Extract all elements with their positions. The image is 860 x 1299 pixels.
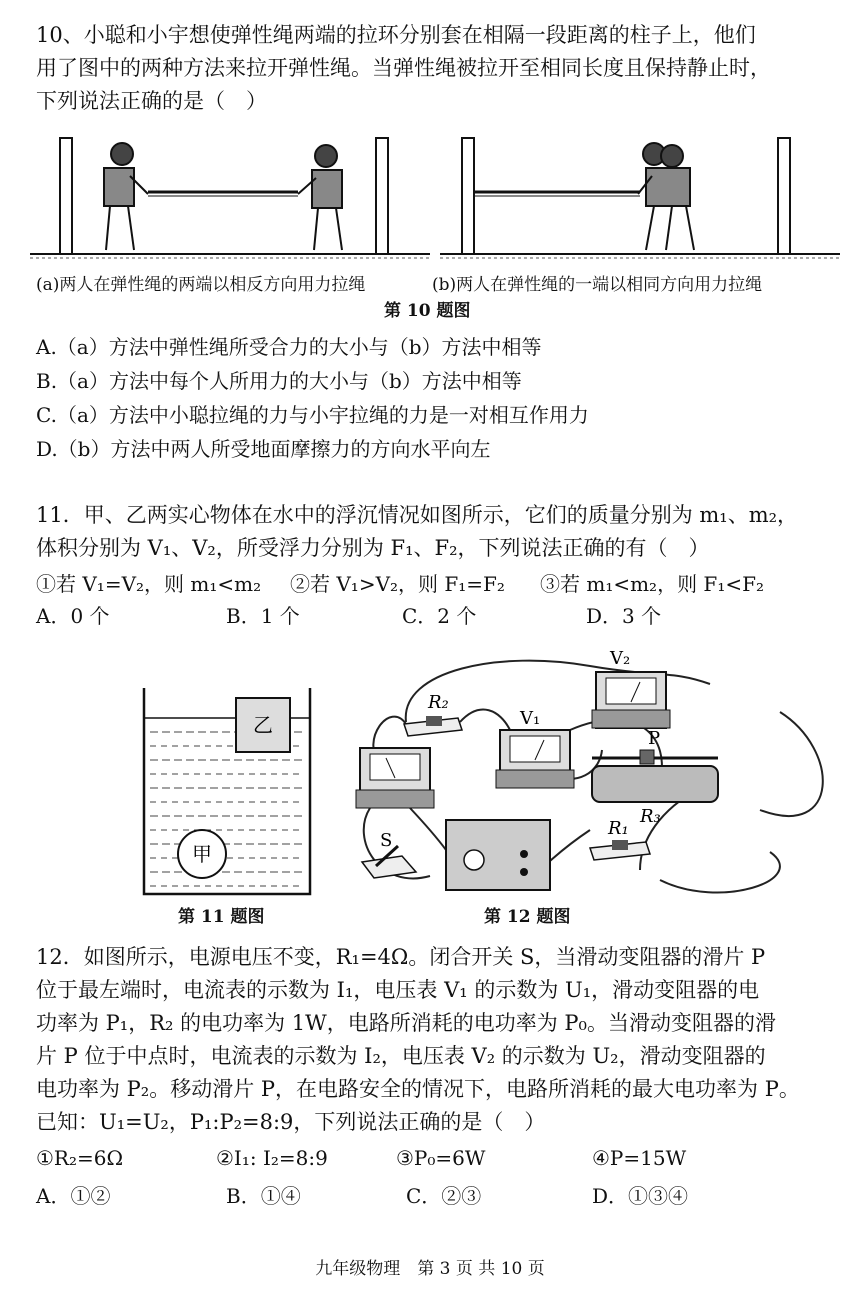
q11-stem-line-1: 11．甲、乙两实心物体在水中的浮沉情况如图所示，它们的质量分别为 m₁、m₂， <box>36 503 799 527</box>
q10-stem-line-2: 用了图中的两种方法来拉开弹性绳。当弹性绳被拉开至相同长度且保持静止时， <box>36 56 771 80</box>
label-r2: R₂ <box>428 692 449 713</box>
label-p: P <box>648 728 661 749</box>
label-jia: 甲 <box>192 842 212 866</box>
q11-option-a: A．0 个 <box>36 604 110 628</box>
q12-option-d: D．①③④ <box>592 1184 689 1208</box>
q11-option-d: D．3 个 <box>586 604 662 628</box>
q12-statement-2: ②I₁: I₂=8:9 <box>216 1146 328 1170</box>
q12-statement-3: ③P₀=6W <box>396 1146 486 1170</box>
q12-stem-line-3: 功率为 P₁，R₂ 的电功率为 1W，电路所消耗的电功率为 P₀。当滑动变阻器的滑 <box>36 1011 776 1035</box>
label-yi: 乙 <box>253 713 273 737</box>
q10-option-b: B.（a）方法中每个人所用力的大小与（b）方法中相等 <box>36 369 522 393</box>
q10-caption-a: (a)两人在弹性绳的两端以相反方向用力拉绳 <box>36 275 366 295</box>
label-r1: R₁ <box>608 818 629 839</box>
q10-stem-line-3: 下列说法正确的是（ ） <box>36 89 267 113</box>
q11-statement-2: ②若 V₁>V₂，则 F₁=F₂ <box>290 572 505 596</box>
q12-figure <box>340 640 830 902</box>
q10-option-a: A.（a）方法中弹性绳所受合力的大小与（b）方法中相等 <box>36 335 542 359</box>
person-xiaoyu <box>298 145 342 250</box>
q12-statement-1: ①R₂=6Ω <box>36 1146 124 1170</box>
voltmeter-v1 <box>496 730 574 788</box>
q10-stem-line-1: 10、小聪和小宇想使弹性绳两端的拉环分别套在相隔一段距离的柱子上，他们 <box>36 23 756 47</box>
label-s: S <box>380 830 393 851</box>
page-footer: 九年级物理 第 3 页 共 10 页 <box>315 1259 545 1279</box>
q11-option-c: C．2 个 <box>402 604 477 628</box>
label-v2: V₂ <box>610 648 631 669</box>
q12-stem-line-4: 片 P 位于中点时，电流表的示数为 I₂，电压表 V₂ 的示数为 U₂，滑动变阻器的 <box>36 1044 766 1068</box>
q12-stem-line-6: 已知：U₁=U₂，P₁:P₂=8:9，下列说法正确的是（ ） <box>36 1110 546 1134</box>
q10-option-c: C.（a）方法中小聪拉绳的力与小宇拉绳的力是一对相互作用力 <box>36 403 589 427</box>
ammeter <box>356 748 434 808</box>
q12-stem-line-5: 电功率为 P₂。移动滑片 P，在电路安全的情况下，电路所消耗的最大电功率为 P。 <box>36 1077 800 1101</box>
q12-option-b: B．①④ <box>226 1184 301 1208</box>
label-v1: V₁ <box>520 708 541 729</box>
q12-option-c: C．②③ <box>406 1184 482 1208</box>
q12-statement-4: ④P=15W <box>592 1146 687 1170</box>
q12-option-a: A．①② <box>36 1184 111 1208</box>
q10-option-d: D.（b）方法中两人所受地面摩擦力的方向水平向左 <box>36 437 491 461</box>
q10-caption-b: (b)两人在弹性绳的一端以相同方向用力拉绳 <box>432 275 763 295</box>
person-xiaocong <box>104 143 148 250</box>
rheostat-r3 <box>592 750 718 802</box>
power-supply <box>446 820 550 890</box>
q12-stem-line-2: 位于最左端时，电流表的示数为 I₁，电压表 V₁ 的示数为 U₁，滑动变阻器的电 <box>36 978 760 1002</box>
q11-statement-1: ①若 V₁=V₂，则 m₁<m₂ <box>36 572 262 596</box>
q11-figure <box>140 688 320 898</box>
q10-figure-b <box>440 132 840 262</box>
q10-figure-a <box>30 132 430 262</box>
q12-stem-line-1: 12．如图所示，电源电压不变，R₁=4Ω。闭合开关 S，当滑动变阻器的滑片 P <box>36 945 766 969</box>
resistor-r2 <box>404 716 462 736</box>
q11-stem-line-2: 体积分别为 V₁、V₂，所受浮力分别为 F₁、F₂，下列说法正确的有（ ） <box>36 536 710 560</box>
q12-figure-title: 第 12 题图 <box>484 907 571 927</box>
q10-figure-title: 第 10 题图 <box>384 301 471 321</box>
q11-statement-3: ③若 m₁<m₂，则 F₁<F₂ <box>540 572 764 596</box>
q11-figure-title: 第 11 题图 <box>178 907 265 927</box>
label-r3: R₃ <box>640 806 661 827</box>
voltmeter-v2 <box>592 672 670 728</box>
q11-option-b: B．1 个 <box>226 604 300 628</box>
two-persons <box>638 143 694 250</box>
